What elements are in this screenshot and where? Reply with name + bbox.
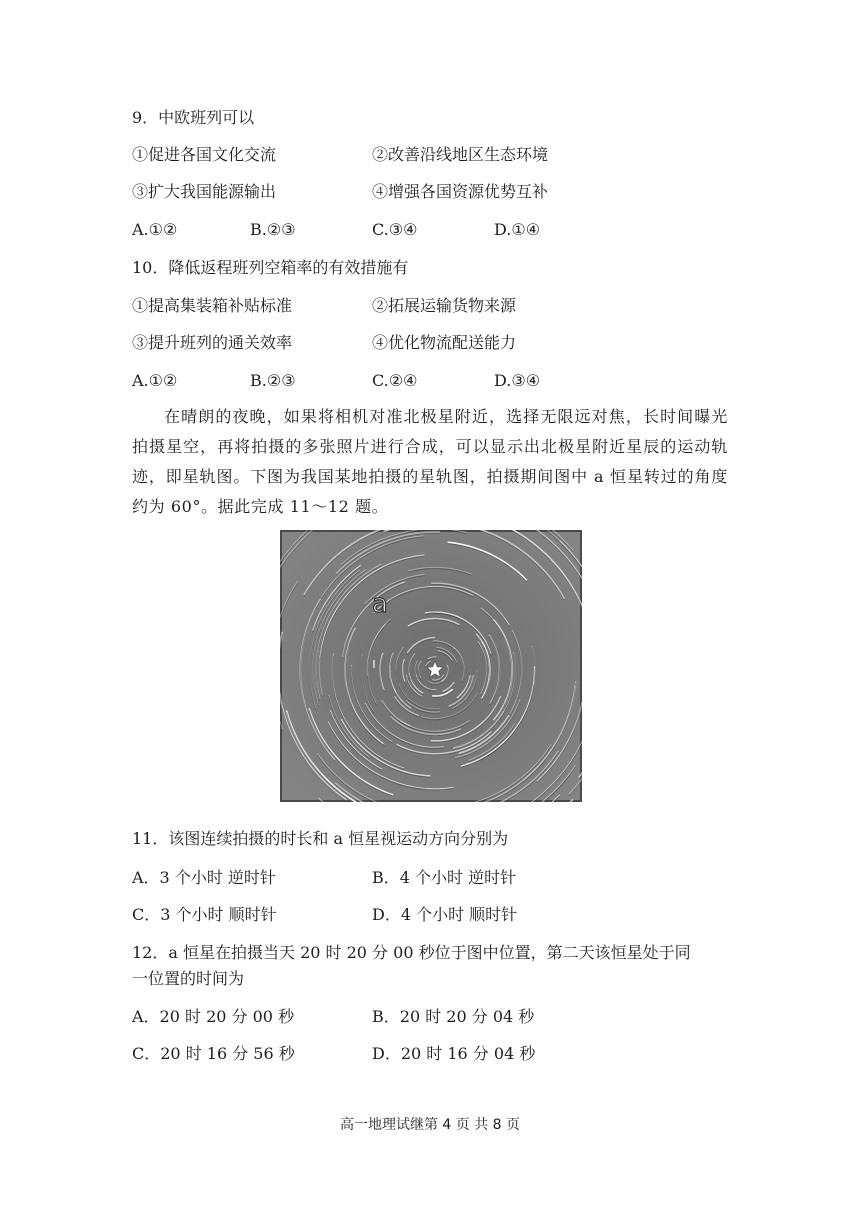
question-12-option-d: D．20 时 16 分 04 秒	[372, 1044, 536, 1063]
question-12-stem-line-2: 一位置的时间为	[132, 969, 245, 988]
question-11-option-b: B．4 个小时 逆时针	[372, 868, 517, 887]
question-9-option-d: D.①④	[494, 220, 541, 239]
question-10-choice-3: ③提升班列的通关效率	[132, 333, 293, 352]
question-10-stem: 10．降低返程班列空箱率的有效措施有	[132, 258, 409, 277]
question-12-option-a: A．20 时 20 分 00 秒	[132, 1007, 295, 1026]
question-9-choice-1: ①促进各国文化交流	[132, 145, 277, 164]
question-11-option-a: A．3 个小时 逆时针	[132, 868, 276, 887]
question-12-option-b: B．20 时 20 分 04 秒	[372, 1007, 535, 1026]
question-9-choice-2: ②改善沿线地区生态环境	[372, 145, 549, 164]
question-9-choice-4: ④增强各国资源优势互补	[372, 182, 549, 201]
star-trail-figure	[280, 530, 582, 802]
question-12-option-c: C．20 时 16 分 56 秒	[132, 1044, 295, 1063]
faint-star-mark: ı	[372, 656, 376, 672]
question-11-stem: 11．该图连续拍摄的时长和 a 恒星视运动方向分别为	[132, 829, 509, 848]
question-10-option-a: A.①②	[132, 371, 178, 390]
question-11-option-d: D．4 个小时 顺时针	[372, 905, 518, 924]
page-footer: 高一地理试继第 4 页 共 8 页	[339, 1117, 521, 1133]
question-10-option-b: B.②③	[250, 371, 296, 390]
question-10-choice-2: ②拓展运输货物来源	[372, 296, 517, 315]
question-10-option-d: D.③④	[494, 371, 541, 390]
star-trail-image	[280, 530, 582, 802]
star-a-label: a	[372, 589, 388, 619]
question-12-stem-line-1: 12．a 恒星在拍摄当天 20 时 20 分 00 秒位于图中位置，第二天该恒星处于同	[132, 943, 691, 962]
question-9-option-b: B.②③	[250, 220, 296, 239]
star-trail-passage: 在晴朗的夜晚，如果将相机对准北极星附近，选择无限远对焦，长时间曝光拍摄星空，再将拍摄的多张照片进行合成，可以显示出北极星附近星辰的运动轨迹，即星轨图。下图为我国某地拍摄的星轨图，拍摄期间图中 a 恒星转过的角度约为 60°。据此完成 11～12 题。	[132, 407, 728, 516]
question-10-option-c: C.②④	[372, 371, 418, 390]
question-11-option-c: C．3 个小时 顺时针	[132, 905, 277, 924]
question-10-choice-1: ①提高集装箱补贴标准	[132, 296, 293, 315]
question-9-stem: 9．中欧班列可以	[132, 108, 255, 127]
question-10-choice-4: ④优化物流配送能力	[372, 333, 517, 352]
question-9-option-a: A.①②	[132, 220, 178, 239]
question-9-option-c: C.③④	[372, 220, 418, 239]
question-9-choice-3: ③扩大我国能源输出	[132, 182, 277, 201]
